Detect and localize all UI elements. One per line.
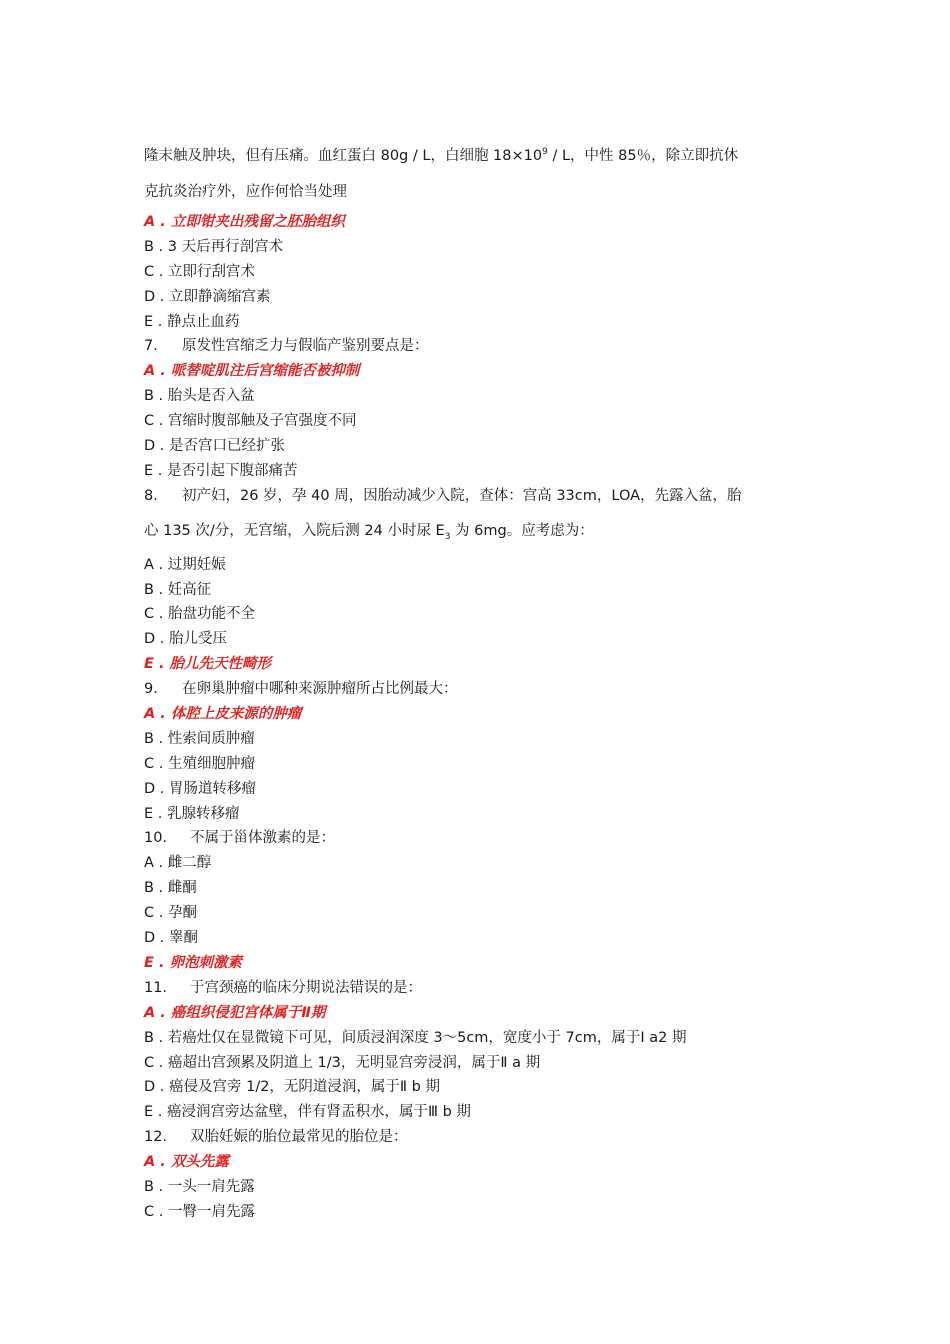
q8-option-c: C . 胎盘功能不全 xyxy=(144,606,255,623)
q8-option-b: B . 妊高征 xyxy=(144,581,212,598)
q6-option-e: E . 静点止血药 xyxy=(144,313,240,330)
q10-option-c: C . 孕酮 xyxy=(144,905,197,922)
q11-option-a: A . 癌组织侵犯宫体属于Ⅱ期 xyxy=(144,1004,326,1021)
q12-option-c: C . 一臀一肩先露 xyxy=(144,1203,255,1220)
q12-text: 双胎妊娠的胎位最常见的胎位是： xyxy=(190,1129,408,1146)
q10-number: 10． xyxy=(144,830,177,847)
q6-option-b: B . 3 天后再行剖宫术 xyxy=(144,238,284,255)
q10-option-d: D . 睾酮 xyxy=(144,930,198,947)
q8-option-e: E . 胎儿先天性畸形 xyxy=(144,656,272,673)
q7-text: 原发性宫缩乏力与假临产鉴别要点是： xyxy=(182,338,429,355)
q7-number: 7． xyxy=(144,338,168,355)
q11-option-d: D . 癌侵及宫旁 1/2，无阴道浸润，属于Ⅱ b 期 xyxy=(144,1079,440,1096)
q9-option-d: D . 胃肠道转移瘤 xyxy=(144,780,256,797)
q12-number: 12． xyxy=(144,1129,177,1146)
q12-question xyxy=(144,1125,824,1150)
q8-question-line-1 xyxy=(144,484,824,509)
subscript: 3 xyxy=(444,531,451,542)
q11-question xyxy=(144,976,824,1001)
q9-number: 9． xyxy=(144,681,168,698)
q7-option-e: E . 是否引起下腹部痛苦 xyxy=(144,462,298,479)
q10-option-b: B . 雌酮 xyxy=(144,880,197,897)
q10-option-a: A . 雌二醇 xyxy=(144,855,212,872)
superscript: 9 xyxy=(542,147,548,157)
q11-number: 11． xyxy=(144,979,177,996)
intro-line-1: 隆末触及肿块，但有压痛。血红蛋白 80g / L，白细胞 $18\times 10^9 / L$，中性 85％，除立即抗休 xyxy=(144,147,739,164)
q10-question xyxy=(144,826,824,851)
q9-option-a: A . 体腔上皮来源的肿瘤 xyxy=(144,706,302,723)
q9-question xyxy=(144,677,824,702)
q9-text: 在卵巢肿瘤中哪种来源肿瘤所占比例最大： xyxy=(182,681,458,698)
q12-option-a: A . 双头先露 xyxy=(144,1154,229,1171)
q11-option-b: B . 若癌灶仅在显微镜下可见，间质浸润深度 3～5cm，宽度小于 7cm，属于Ⅰ a2 期 xyxy=(144,1029,687,1046)
q7-option-a: A . 哌替啶肌注后宫缩能否被抑制 xyxy=(144,363,360,380)
q8-text-1: 初产妇，26 岁，孕 40 周，因胎动减少入院，查体：宫高 33cm，LOA，先露入盆，胎 xyxy=(182,487,742,504)
q9-option-e: E . 乳腺转移瘤 xyxy=(144,805,240,822)
q12-option-b: B . 一头一肩先露 xyxy=(144,1178,255,1195)
q7-question xyxy=(144,334,824,359)
q6-option-c: C . 立即行刮宫术 xyxy=(144,263,255,280)
intro-line-2: 克抗炎治疗外，应作何恰当处理 xyxy=(144,184,347,200)
q6-option-d: D . 立即静滴缩宫素 xyxy=(144,288,271,305)
q6-option-a: A . 立即钳夹出残留之胚胎组织 xyxy=(144,214,345,230)
q11-text: 于宫颈癌的临床分期说法错误的是： xyxy=(190,979,422,996)
document-body xyxy=(144,138,824,1225)
q9-option-c: C . 生殖细胞肿瘤 xyxy=(144,755,255,772)
q7-option-b: B . 胎头是否入盆 xyxy=(144,388,255,405)
q8-option-a: A . 过期妊娠 xyxy=(144,556,226,573)
q7-option-d: D . 是否宫口已经扩张 xyxy=(144,438,285,455)
q11-option-c: C . 癌超出宫颈累及阴道上 1/3，无明显宫旁浸润，属于Ⅱ a 期 xyxy=(144,1054,541,1071)
q11-option-e: E . 癌浸润宫旁达盆壁，伴有肾盂积水，属于Ⅲ b 期 xyxy=(144,1104,471,1121)
q8-number: 8． xyxy=(144,487,168,504)
q8-question-line-2: 心 135 次/分，无宫缩，入院后测 24 小时尿 $E_3$ 为 6mg。应考虑为： xyxy=(144,522,594,542)
q10-text: 不属于甾体激素的是： xyxy=(190,830,335,847)
q9-option-b: B . 性索间质肿瘤 xyxy=(144,730,255,747)
q10-option-e: E . 卵泡刺激素 xyxy=(144,954,243,971)
q8-option-d: D . 胎儿受压 xyxy=(144,631,227,648)
q7-option-c: C . 宫缩时腹部触及子宫强度不同 xyxy=(144,413,357,430)
